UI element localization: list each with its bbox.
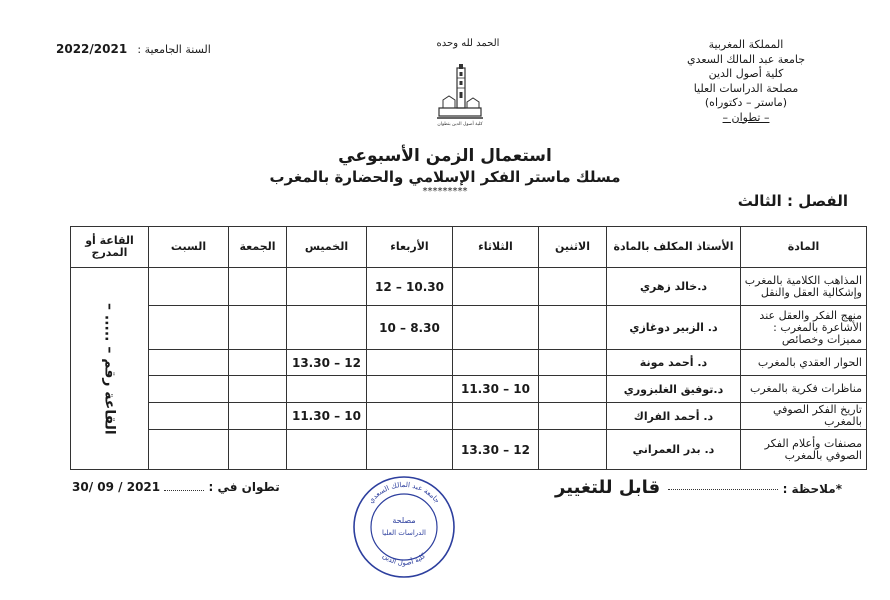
saturday-cell (149, 268, 229, 306)
tuesday-cell (453, 268, 539, 306)
professor-cell: د.توفيق الغلبزوري (607, 376, 741, 403)
friday-cell (229, 376, 287, 403)
faculty-logo-icon (433, 64, 487, 130)
issue-date (72, 480, 280, 494)
header-professor: الأستاذ المكلف بالمادة (607, 227, 741, 268)
page-title: استعمال الزمن الأسبوعي (338, 146, 552, 166)
faculty-label: كلية أصول الدين (708, 67, 784, 80)
room-cell (71, 268, 149, 470)
header-wednesday: الأربعاء (367, 227, 453, 268)
professor-cell: د. بدر العمراني (607, 430, 741, 470)
page-subtitle: مسلك ماستر الفكر الإسلامي والحضارة بالمغرب (269, 168, 621, 186)
table-row (71, 430, 867, 470)
stamp-center-line2: الدراسات العليا (382, 529, 426, 537)
thursday-cell (287, 268, 367, 306)
professor-cell: د. الزبير دوغازي (607, 306, 741, 350)
wednesday-cell: 10 – 8.30 (367, 306, 453, 350)
schedule-table (70, 226, 867, 470)
stamp-outer-text: جامعة عبد المالك السعدي (366, 480, 442, 505)
table-header-row (71, 227, 867, 268)
saturday-cell (149, 350, 229, 376)
subject-cell: تاريخ الفكر الصوفي بالمغرب (741, 403, 867, 430)
official-stamp-icon (350, 473, 458, 581)
header-friday: الجمعة (229, 227, 287, 268)
professor-cell: د. أحمد الفراك (607, 403, 741, 430)
institution-header (646, 38, 846, 125)
note-value: قابل للتغيير (555, 477, 661, 498)
table-row (71, 376, 867, 403)
department-label: مصلحة الدراسات العليا (693, 81, 799, 95)
thursday-cell: 13.30 – 12 (287, 350, 367, 376)
city-label: – تطوان – (722, 110, 770, 124)
stamp-center-line1: مصلحة (392, 516, 416, 525)
monday-cell (539, 350, 607, 376)
wednesday-cell (367, 403, 453, 430)
university-label: جامعة عبد المالك السعدي (686, 52, 806, 66)
issue-date-label: تطوان في : (208, 480, 280, 494)
wednesday-cell (367, 430, 453, 470)
monday-cell (539, 430, 607, 470)
note (555, 477, 842, 498)
saturday-cell (149, 306, 229, 350)
monday-cell (539, 306, 607, 350)
saturday-cell (149, 403, 229, 430)
wednesday-cell (367, 350, 453, 376)
tuesday-cell (453, 403, 539, 430)
header-room: القاعة أو المدرج (71, 227, 149, 268)
semester-label: الفصل : الثالث (737, 192, 848, 210)
monday-cell (539, 403, 607, 430)
saturday-cell (149, 430, 229, 470)
academic-year-label: السنة الجامعية : (137, 43, 211, 56)
tuesday-cell: 13.30 – 12 (453, 430, 539, 470)
professor-cell: د.خالد زهري (607, 268, 741, 306)
wednesday-cell: 12 – 10.30 (367, 268, 453, 306)
tuesday-cell (453, 350, 539, 376)
logo-caption: كلية أصول الدين بتطوان (437, 122, 483, 127)
academic-year (56, 42, 211, 56)
programs-label: (ماستر – دكتوراه) (704, 96, 788, 109)
academic-year-value: 2022/2021 (56, 42, 128, 56)
wednesday-cell (367, 376, 453, 403)
header-tuesday: الثلاثاء (453, 227, 539, 268)
table-row (71, 350, 867, 376)
tuesday-cell (453, 306, 539, 350)
header-monday: الاثنين (539, 227, 607, 268)
thursday-cell: 11.30 – 10 (287, 403, 367, 430)
table-row (71, 268, 867, 306)
subject-cell: المذاهب الكلامية بالمغرب وإشكالية العقل والنقل (741, 268, 867, 306)
header-subject: المادة (741, 227, 867, 268)
subject-cell: مصنفات وأعلام الفكر الصوفي بالمغرب (741, 430, 867, 470)
thursday-cell (287, 376, 367, 403)
professor-cell: د. أحمد مونة (607, 350, 741, 376)
table-row (71, 306, 867, 350)
subject-cell: الحوار العقدي بالمغرب (741, 350, 867, 376)
friday-cell (229, 306, 287, 350)
kingdom-label: المملكة المغربية (708, 38, 784, 51)
thursday-cell (287, 306, 367, 350)
room-value: القاعة رقم – ..... – (101, 302, 118, 435)
subject-cell: منهج الفكر والعقل عند الأشاعرة بالمغرب : مميزات وخصائص (741, 306, 867, 350)
thursday-cell (287, 430, 367, 470)
header-saturday: السبت (149, 227, 229, 268)
friday-cell (229, 268, 287, 306)
note-label: *ملاحظة : (782, 482, 842, 496)
saturday-cell (149, 376, 229, 403)
friday-cell (229, 350, 287, 376)
monday-cell (539, 268, 607, 306)
stamp-bottom-text: كلية أصول الدين (380, 551, 428, 568)
friday-cell (229, 430, 287, 470)
tuesday-cell: 11.30 – 10 (453, 376, 539, 403)
table-row (71, 403, 867, 430)
basmala-text: الحمد لله وحده (436, 38, 500, 49)
title-stars: ********* (422, 186, 468, 197)
monday-cell (539, 376, 607, 403)
subject-cell: مناظرات فكرية بالمغرب (741, 376, 867, 403)
issue-date-value: 2021 / 09 /30 (72, 480, 161, 494)
header-thursday: الخميس (287, 227, 367, 268)
friday-cell (229, 403, 287, 430)
